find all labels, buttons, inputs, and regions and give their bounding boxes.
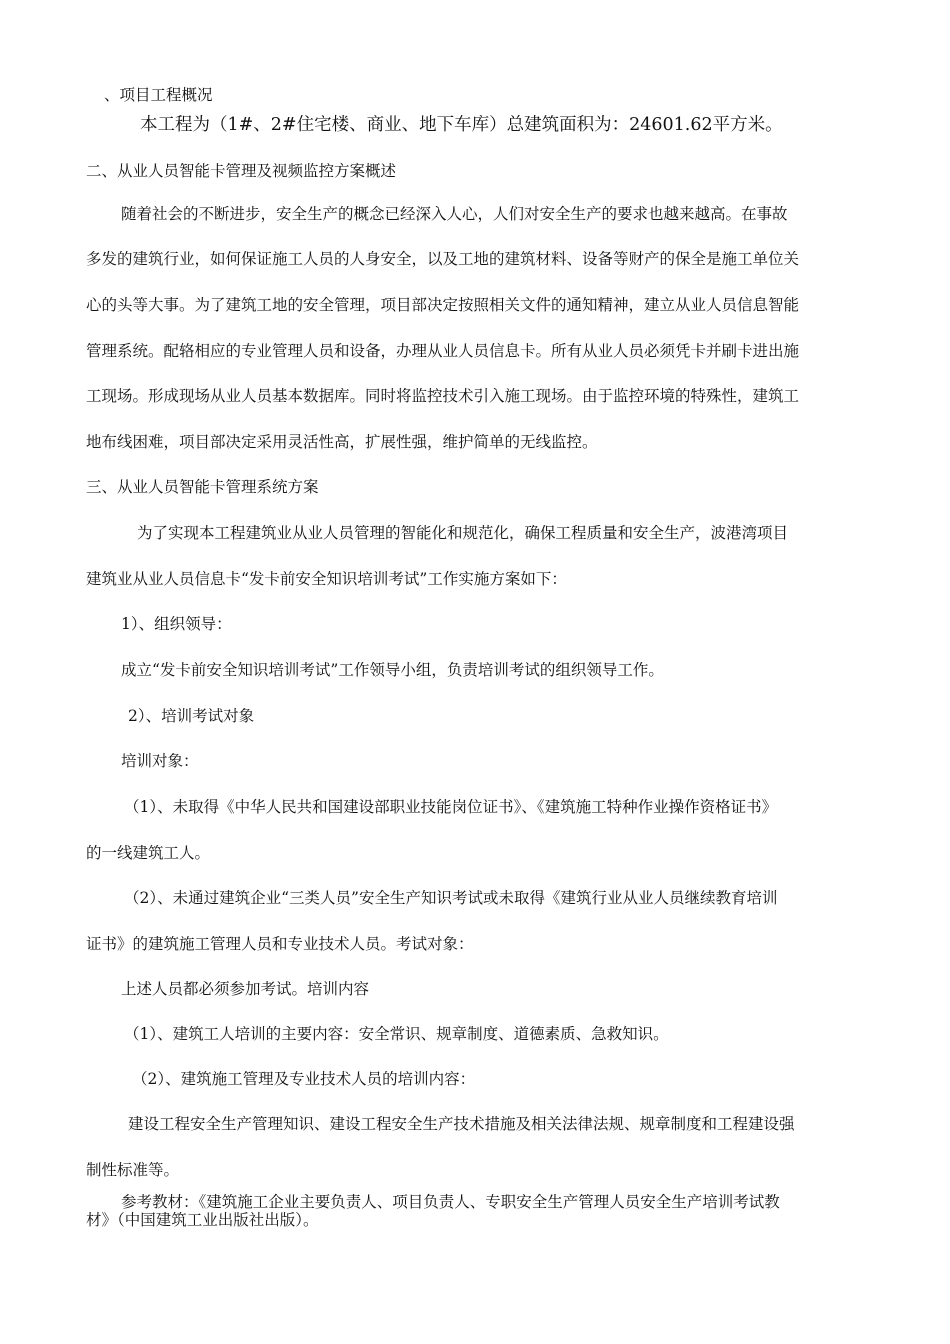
paragraph-line: 参考教材：《建筑施工企业主要负责人、项目负责人、专职安全生产管理人员安全生产培训考试教 bbox=[121, 1193, 780, 1211]
paragraph-line: 制性标准等。 bbox=[86, 1161, 180, 1179]
section-heading-2: 二、从业人员智能卡管理及视频监控方案概述 bbox=[86, 162, 397, 180]
paragraph-line: 为了实现本工程建筑业从业人员管理的智能化和规范化，确保工程质量和安全生产，波港湾项目 bbox=[137, 524, 789, 542]
paragraph-line: 地布线困难，项目部决定采用灵活性高，扩展性强，维护简单的无线监控。 bbox=[86, 433, 598, 451]
paragraph-line: （2）、未通过建筑企业“三类人员”安全生产知识考试或未取得《建筑行业从业人员继续教育培训 bbox=[124, 889, 778, 907]
project-area-text: 本工程为（1#、2#住宅楼、商业、地下车库）总建筑面积为：24601.62平方米。 bbox=[140, 115, 783, 135]
paragraph-line: 培训对象： bbox=[121, 752, 199, 770]
paragraph-line: 建筑业从业人员信息卡“发卡前安全知识培训考试”工作实施方案如下： bbox=[86, 570, 567, 588]
paragraph-line: （2）、建筑施工管理及专业技术人员的培训内容： bbox=[132, 1070, 476, 1088]
paragraph-line: 的一线建筑工人。 bbox=[86, 844, 211, 862]
paragraph-line: （1）、未取得《中华人民共和国建设部职业技能岗位证书》、《建筑施工特种作业操作资格证书》 bbox=[124, 798, 778, 816]
paragraph-line: 建设工程安全生产管理知识、建设工程安全生产技术措施及相关法律法规、规章制度和工程建设强 bbox=[128, 1115, 795, 1133]
paragraph-line: 随着社会的不断进步，安全生产的概念已经深入人心，人们对安全生产的要求也越来越高。在事故 bbox=[121, 205, 788, 223]
paragraph-line: 证书》的建筑施工管理人员和专业技术人员。考试对象： bbox=[86, 935, 474, 953]
item-heading: 1）、组织领导： bbox=[121, 615, 232, 633]
paragraph-line: 多发的建筑行业，如何保证施工人员的人身安全，以及工地的建筑材料、设备等财产的保全是施工单位关 bbox=[86, 250, 800, 268]
paragraph-line: 上述人员都必须参加考试。培训内容 bbox=[121, 980, 370, 998]
section-heading-1: 、项目工程概况 bbox=[104, 86, 213, 104]
paragraph-line: （1）、建筑工人培训的主要内容：安全常识、规章制度、道德素质、急救知识。 bbox=[124, 1025, 669, 1043]
paragraph-line: 心的头等大事。为了建筑工地的安全管理，项目部决定按照相关文件的通知精神，建立从业人员信息智能 bbox=[86, 296, 800, 314]
paragraph-line: 材》（中国建筑工业出版社出版）。 bbox=[86, 1211, 319, 1229]
paragraph-line: 管理系统。配辂相应的专业管理人员和设备，办理从业人员信息卡。所有从业人员必须凭卡并刷卡进出施 bbox=[86, 342, 800, 360]
item-heading: 2）、培训考试对象 bbox=[128, 707, 255, 725]
section-heading-3: 三、从业人员智能卡管理系统方案 bbox=[86, 478, 319, 496]
paragraph-line: 成立“发卡前安全知识培训考试”工作领导小组，负责培训考试的组织领导工作。 bbox=[121, 661, 664, 679]
paragraph-line: 工现场。形成现场从业人员基本数据库。同时将监控技术引入施工现场。由于监控环境的特殊性，建筑工 bbox=[86, 387, 800, 405]
